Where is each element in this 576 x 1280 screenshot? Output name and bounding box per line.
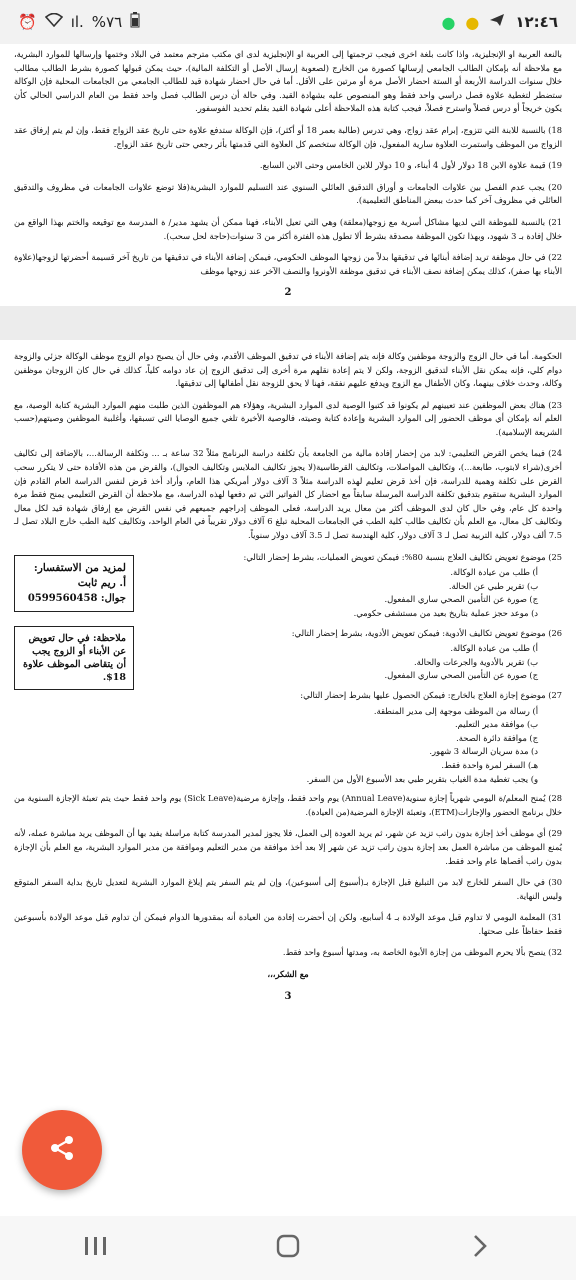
paragraph: 21) بالنسبة للموظفة التي لديها مشاكل أسرية مع زوجها(معلقة) وهي التي تعيل الأبناء، فهنا ممكن أن يشهد مدير/ ة المدرسة مع توقيعه والختم بهذا الواقع من خلال إفادة بـ 3 شهود، وبهذا تكون الموظفة مصدقة بشرط ألا تطول هذه الفترة أكثر من 3 سنوات(حاجة لحل سحب). [14,216,562,241]
recent-apps-button[interactable] [66,1228,126,1268]
page-2 [0,44,576,300]
paragraph: 28) يُمنح المعلم/ة اليومي شهرياً إجازة سنوية(Annual Leave) يوم واحد فقط، وإجازة مرضية(Sick Leave) يوم واحد فقط حيث يتم تعبئة الإجازة السنوية من خلال برنامج الحضور والإجازات(ETM)، وتعبئة الإجازة المرضية(من العيادة). [14,793,562,817]
share-icon [47,1133,77,1167]
list-item: د) موعد حجز عملية بتاريخ بعيد من مستشفى حكومي. [353,608,538,618]
status-left [18,12,140,32]
status-right [441,13,558,32]
closing-thanks: مع الشكر،،، [267,969,309,980]
share-button[interactable] [22,1110,102,1190]
list-25 [144,566,538,620]
home-icon [275,1233,301,1263]
contact-phone: جوال: 0599560458 [27,592,126,604]
paragraph: 31) المعلمة اليومي لا تداوم قبل موعد الولادة بـ 4 أسابيع، ولكن إن أحضرت إفادة من العيادة أنه بمقدورها الدوام فيمكن أن تداوم قبل موعد الولادة بأسبوعين فقط حفاظاً على صحتها. [14,912,562,936]
items-column [144,551,562,793]
paragraph: 30) في حال السفر للخارج لابد من التبليغ قبل الإجازة بـ(أسبوع إلى أسبوعين)، وإن لم يتم السفر يتم إبلاغ الموارد البشرية لتعديل تاريخ بداية السفر المتوقع وليس النهاية. [14,877,562,901]
paragraph: بالنعة العربية او الإنجليزية، واذا كانت بلغة اخرى فيجب ترجمتها إلى العربية او الإنجليزية لدى اي مكتب مترجم معتمد في البلاد وختمها وإرسالها للموارد البشرية، مع ملاحظة أنه بإمكان الطالب الجامعي إرسالها كصورة من الخارج (لصعوبة إرسال الأصل أو التكلفة المالية)، حيث يمكن قبولها كصورة بشرط الطالب مطالب خلال سنوات الدراسة الأربعة أو الستة احضار الأصل مرة أو مرتين على الأقل. أما في حال احضار شهادة قيد للطالب الجامعي من الجامعات المحلية فإن الوكالة ستضطر لتغطية علاوة فصل دراسي واحد فقط وهو المنصوص عليه بشهادة القيد. وفي حالة أن درس الطالب فصل واحد فقط من العام الدراسي الحالي كأن يكون خريجاً أو درس فصلاً واسترح فصلاً، فيجب كتابة هذه الملاحظة أعلى شهادة القيد بقلم تحديد الفوسفور. [14,49,562,114]
document-viewer[interactable] [0,44,576,1214]
side-boxes [14,551,134,793]
list-item: ب) تقرير بالأدوية والجرعات والحالة. [414,656,538,667]
status-bar [0,0,576,44]
list-item: و) يجب تغطية مدة الغياب بتقرير طبي بعد الأسبوع الأول من السفر. [306,773,538,784]
list-item: د) مدة سريان الرسالة 3 شهور. [429,746,538,757]
list-item: ب) تقرير طبي عن الحالة. [448,580,538,591]
battery-percent: %٧٦ [91,13,123,31]
page-number: 3 [284,990,292,1002]
paragraph: 25) موضوع تعويض تكاليف العلاج بنسبة 80%: فيمكن تعويض العمليات، بشرط إحضار التالي: [243,551,562,562]
back-icon [470,1233,490,1263]
list-27 [144,705,538,787]
list-item: أ) طلب من عيادة الوكالة. [450,567,538,578]
section-25-26-27 [14,551,562,793]
recent-apps-icon [83,1235,109,1261]
whatsapp-icon: ● [441,12,456,32]
contact-box [14,555,134,612]
paragraph: 29) أي موظف أخذ إجازة بدون راتب تزيد عن شهر، ثم يريد العودة إلى العمل، فلا يجوز لمدير المدرسة كتابة مراسلة يفيد بها أن الموظف يريد مباشرة عمله، لأنه يُمنع الموظف من مباشرة العمل بعد إجازة بدون راتب تزيد عن شهر إلا بعد أخذ موافقة من مدير التعليم وموافقة من مدير الموارد البشرية، مع العلم بأن الإجازة بدون راتب أقصاها عام واحد فقط. [14,828,562,866]
list-item: ج) موافقة دائرة الصحة. [456,732,538,743]
telegram-icon [489,13,505,31]
paragraph: 18) بالنسبة للابنة التي تتزوج، إبرام عقد زواج، وهي تدرس (طالبة بعمر 18 أو أكثر)، فإن الوكالة ستدفع علاوة حتى تاريخ عقد الزواج فقط، وإن لم يتم إرفاق عقد الزواج من الموظف واستمرت العلاوة سارية المفعول، فإن الوكالة ستخصم كل العلاوة التي قدمتها بأثر رجعي حتى تاريخ عقد الزواج. [14,124,562,149]
battery-icon [130,12,140,32]
list-item: ب) موافقة مدير التعليم. [454,719,538,730]
paragraph: 22) في حال موظفة تريد إضافة أبنائها في تدقيقها بدلاً من زوجها الموظف الحكومي، فيمكن إضافة الأبناء في تدقيقها من تاريخ آخر قسيمة أحضرتها لزوجها(علاوة الأبناء بها صفر)، كذلك يمكن إضافة نصف الأبناء في تدقيق موظفة الأونروا والنصف الآخر عند زوجها موظف [14,252,562,276]
page-3 [0,346,576,1003]
list-item: ج) صورة عن التأمين الصحي ساري المفعول. [384,594,538,605]
alarm-icon: ⏰ [18,13,37,31]
page-number: 2 [284,287,292,299]
list-item: أ) طلب من عيادة الوكالة. [450,643,538,654]
home-button[interactable] [258,1228,318,1268]
list-item: هـ) السفر لمرة واحدة فقط. [441,759,538,770]
paragraph: 32) ينصح بألا يحرم الموظف من إجازة الأبوة الخاصة به، ومدتها أسبوع واحد فقط. [282,947,562,958]
contact-name: أ. ريم ثابت [77,576,126,589]
wifi-icon [45,13,63,31]
list-item: ج) صورة عن التأمين الصحي ساري المفعول. [384,670,538,681]
back-button[interactable] [450,1228,510,1268]
paragraph: الحكومة. أما في حال الزوج والزوجة موظفين وكالة فإنه يتم إضافة الأبناء في تدقيق الموظف الأقدم، وفي حال أن يصبح دوام الزوج موظف الوكالة جزئي والزوجة دوام كلي، فإنه يمكن نقل الأبناء لتدقيق الزوجة، ولكن لا يتم إعادة نقلهم مرة أخرى إلى تدقيق الزوج إن عاد دوامه كلياً، كذلك في حال كان الزوجان موظفين وكالة، وحدث خلاف بينهما، وكان الأطفال مع الزوج ويدفع عليهم نفقة، فهنا لا يحق للزوجة نقل أطفالها إلى تدقيقها. [13,350,562,389]
signal-icon: ıl. [70,13,84,31]
clock: ١٢:٤٦ [515,13,558,31]
paragraph: 23) هناك بعض الموظفين عند تعيينهم لم يكونوا قد كتبوا الوصية لدى الموارد البشرية، وهؤلاء هم الموظفون الذين طلبت منهم الموارد البشرية كتابة الوصية، مع العلم أنه بإمكان أي موظف الحضور إلى الموارد البشرية وإعادة كتابة وصيته، فالوصية الأخيرة تلغي جميع الوصايا التي تسبقها، وأغلبية الموظفين وصيتهم(حسب الشريعة الإسلامية). [14,399,562,437]
list-26 [144,642,538,683]
list-item: أ) رسالة من الموظف موجهة إلى مدير المنطقة. [373,705,538,716]
paragraph: 24) فيما يخص القرض التعليمي: لابد من إحضار إفادة مالية من الجامعة بأن تكلفة دراسة البرنامج مثلاً 32 ساعة بـ ... وتكلفة الرسالة...، بالإضافة إلى تكاليف أخرى(شراء لابتوب، طابعة...)، وتكاليف المواصلات، وتكاليف القرطاسية(لا يجوز تكاليف الملابس وتكاليف الجوال)، والقرض من هذه الأفادة حتى لا يتكرر سحب القرض على تكلفة وهمية للدراسة، فإن أخذ قرض تعليم لهذه الدراسة مثلاً 3 آلاف دولار أمريكي هذا العام، وأراد أخذ قرض لنفس الدراسة العام القادم فإن الموارد البشرية ستقوم بتدقيق تكلفة الدراسة المرسلة سابقاً مع احضار كل الفواتير التي تم دفعها لهذه الدراسة، مع ملاحظة أن القرض التعليمي يمنح فقط مرة واحدة كل عام، وفي حال كان لدى الموظف أكثر من معال يريد الدراسة، فعلى الموظف إدراجهم جميعهم في نفس القرض مع إرفاق شهادة قيد لكل معال وتكاليف كل معال، مع العلم بأن تكاليف طالب كلية الطب في الجامعات المحلية تبلغ 6 آلاف دولار تقريباً في العام الواحد، وتكاليف كلية الطب خارج البلاد تصل لـ 7.5 ألف دولار، كلية التربية تصل لـ 3 آلاف دولار، كلية الهندسة تصل لـ 3.5 آلاف دولار سنوياً. [14,448,563,541]
paragraph: 27) موضوع إجازة العلاج بالخارج: فيمكن الحصول عليها بشرط إحضار التالي: [300,689,562,700]
page-gap [0,306,576,340]
paragraph: 19) قيمة علاوة الابن 18 دولار لأول 4 أبناء، و 10 دولار للابن الخامس وحتى الابن السابع. [259,160,562,171]
system-nav-bar [0,1216,576,1280]
note-box: ملاحظة: في حال تعويض عن الأبناء أو الزوج يجب أن يتقاضى الموظف علاوة 18$. [14,626,134,690]
paragraph: 26) موضوع تعويض تكاليف الأدوية: فيمكن تعويض الأدوية، بشرط إحضار التالي: [291,627,562,638]
paragraph: 20) يجب عدم الفصل بين علاوات الجامعات و أوراق التدقيق العائلي السنوي عند التسليم للموارد البشرية(فلا توضع علاوات الجامعات في مظروف والتدقيق العائلي في مظروف آخر كما حدث ببعض المناطق التعليمية). [14,181,562,206]
chat-icon: ● [465,12,480,32]
contact-title: لمزيد من الاستفسار: [33,561,126,574]
